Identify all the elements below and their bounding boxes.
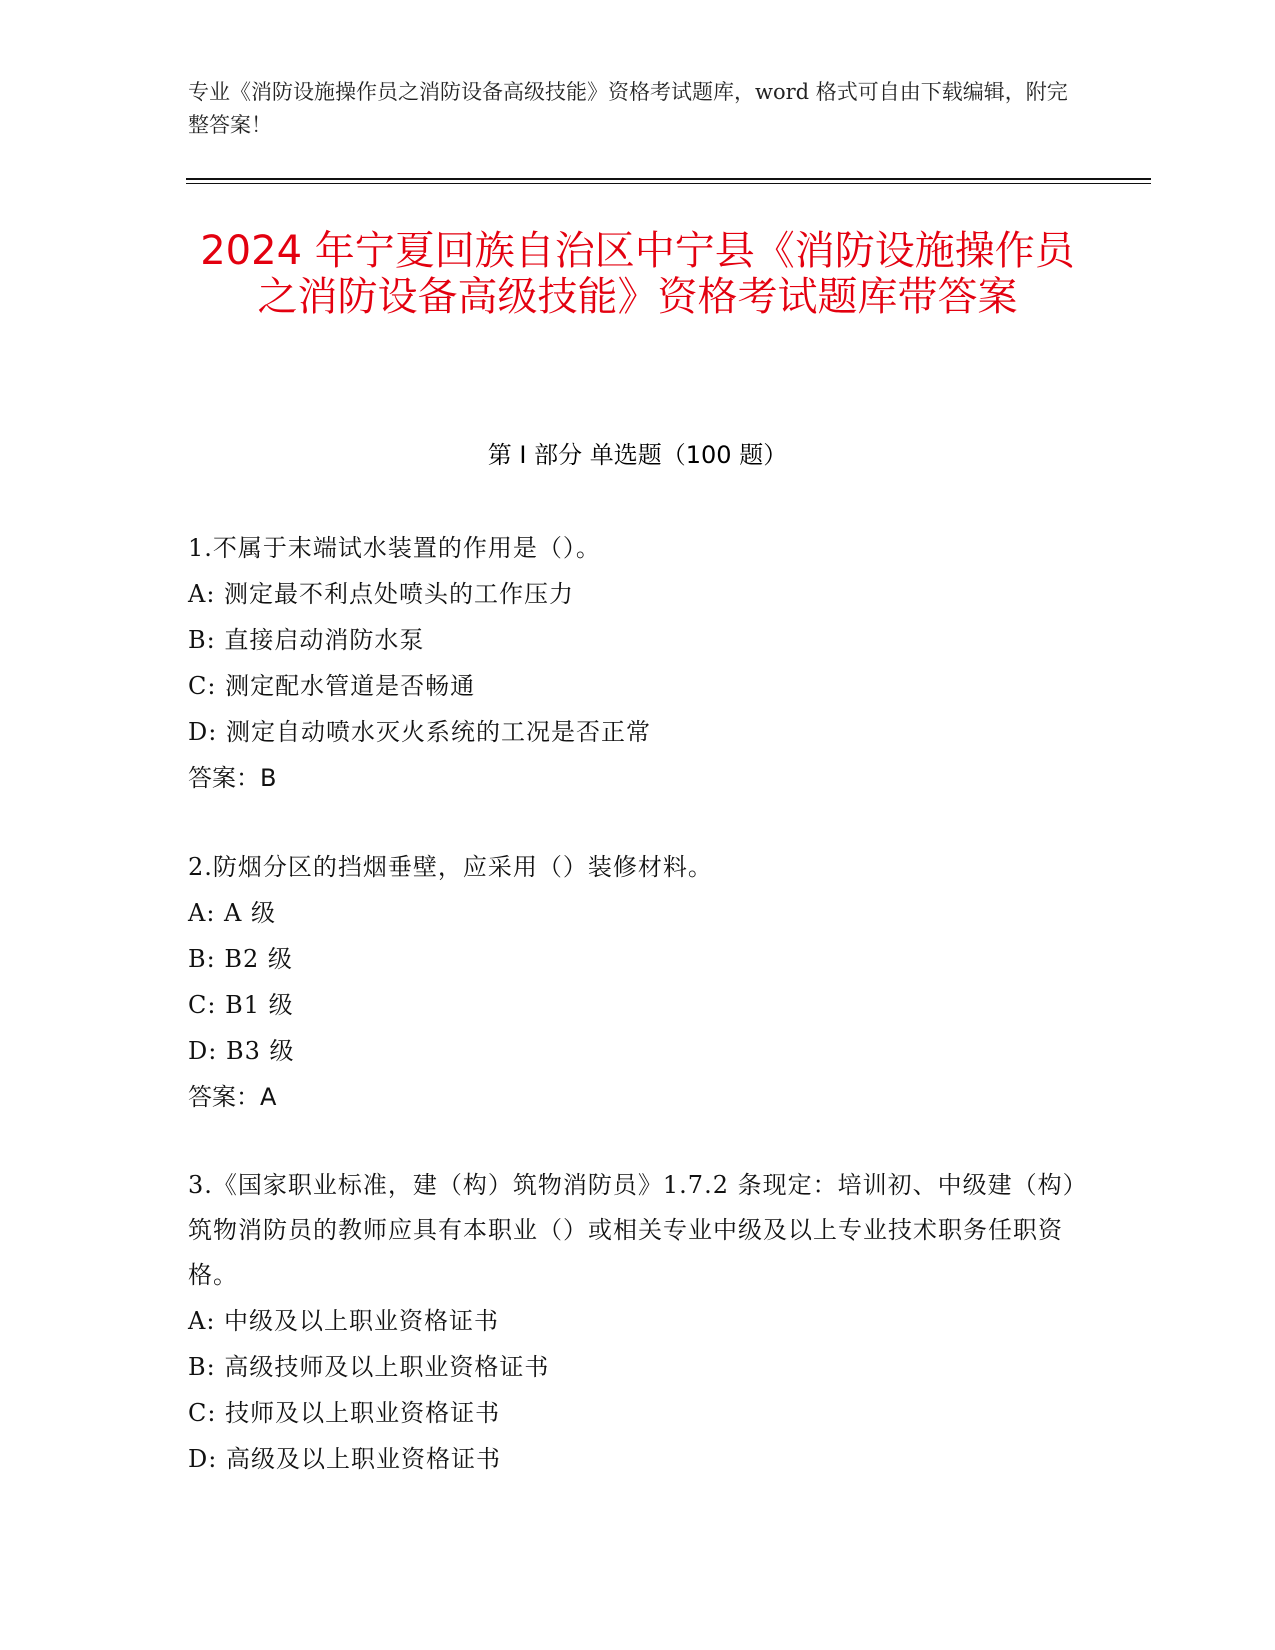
option-c: C: 技师及以上职业资格证书 (188, 1399, 501, 1427)
question-stem: 3.《国家职业标准，建（构）筑物消防员》1.7.2 条现定：培训初、中级建（构）筑物消防员的教师应具有本职业（）或相关专业中级及以上专业技术职务任职资格。 (188, 1171, 1088, 1289)
option-d: D: B3 级 (188, 1037, 295, 1065)
document-title: 2024 年宁夏回族自治区中宁县《消防设施操作员之消防设备高级技能》资格考试题库带答案 (200, 228, 1075, 320)
question-1 (188, 525, 1088, 801)
question-3 (188, 1163, 1088, 1482)
option-a: A: A 级 (188, 899, 277, 927)
option-c: C: B1 级 (188, 991, 294, 1019)
header-divider (186, 178, 1151, 180)
answer: 答案：A (188, 1083, 277, 1111)
option-b: B: 高级技师及以上职业资格证书 (188, 1353, 550, 1381)
option-a: A: 测定最不利点处喷头的工作压力 (188, 580, 575, 608)
option-d: D: 测定自动喷水灭火系统的工况是否正常 (188, 718, 651, 746)
question-stem: 2.防烟分区的挡烟垂壁，应采用（）装修材料。 (188, 853, 713, 881)
question-stem: 1.不属于末端试水装置的作用是（）。 (188, 534, 601, 562)
option-a: A: 中级及以上职业资格证书 (188, 1307, 500, 1335)
section-heading: 第 I 部分 单选题（100 题） (487, 441, 788, 469)
header-note: 专业《消防设施操作员之消防设备高级技能》资格考试题库，word 格式可自由下载编辑，附完整答案！ (188, 80, 1068, 137)
option-c: C: 测定配水管道是否畅通 (188, 672, 476, 700)
option-d: D: 高级及以上职业资格证书 (188, 1445, 501, 1473)
answer: 答案：B (188, 764, 277, 792)
header-divider-thin (186, 183, 1151, 184)
option-b: B: 直接启动消防水泵 (188, 626, 425, 654)
option-b: B: B2 级 (188, 945, 293, 973)
question-2 (188, 844, 1088, 1120)
